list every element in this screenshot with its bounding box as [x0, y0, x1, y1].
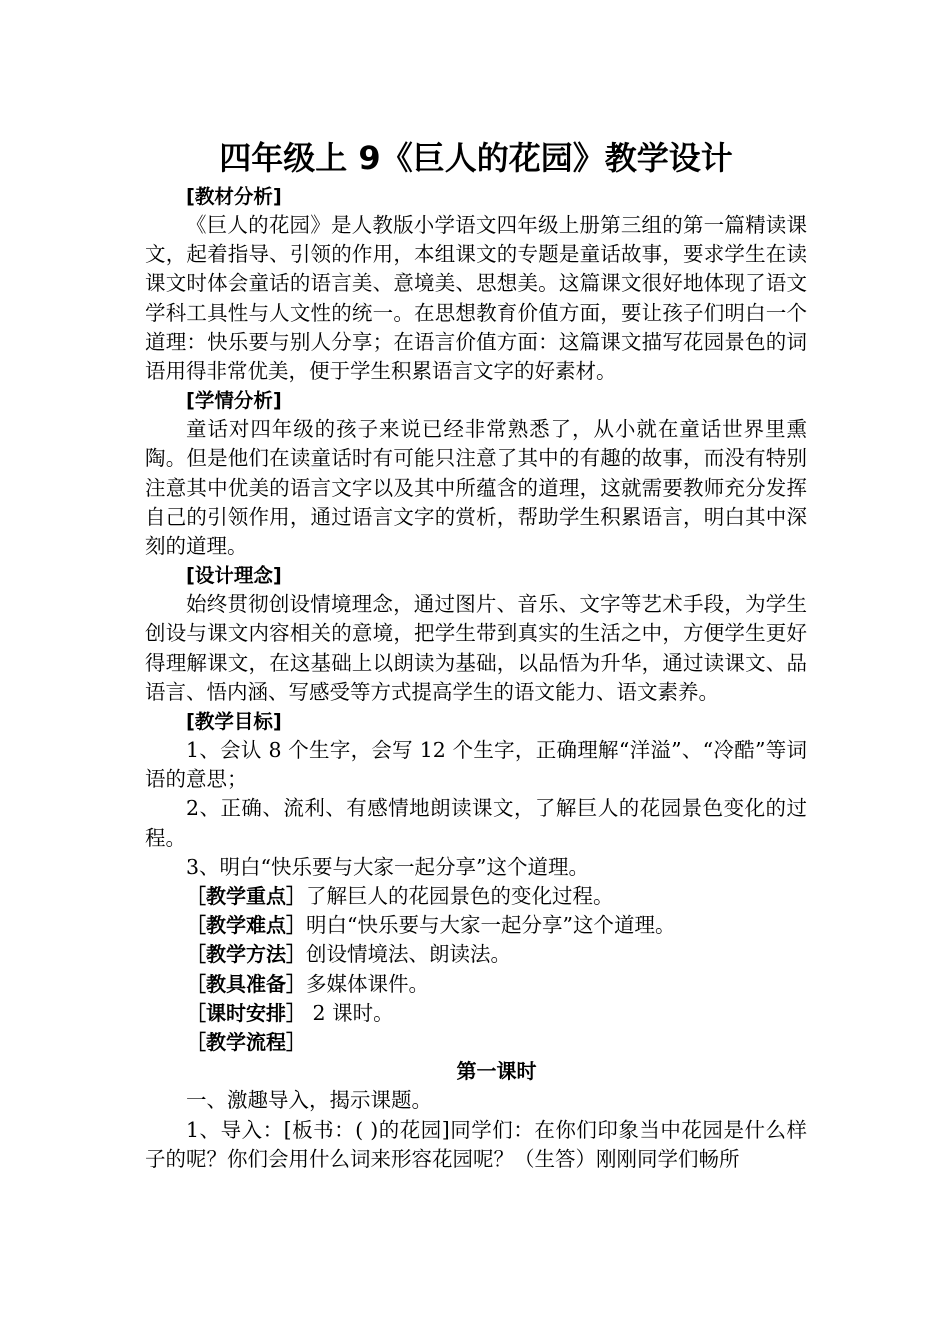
- info-label-schedule: ［课时安排］: [186, 1000, 306, 1025]
- lesson-heading: 第一课时: [456, 1059, 537, 1084]
- section-text-student-analysis: 童话对四年级的孩子来说已经非常熟悉了，从小就在童话世界里熏陶。但是他们在读童话时有可能只注意了其中的有趣的故事，而没有特别注意其中优美的语言文字以及其中所蕴含的道理，这就需要教师充分发挥自己的引领作用，通过语言文字的赏析，帮助学生积累语言，明白其中深刻的道理。: [145, 417, 807, 559]
- info-row-difficulty: [145, 911, 807, 940]
- section-heading-design-concept: [设计理念]: [186, 564, 282, 588]
- section-text-design-concept: 始终贯彻创设情境理念，通过图片、音乐、文字等艺术手段，为学生创设与课文内容相关的意境，把学生带到真实的生活之中，方便学生更好得理解课文，在这基础上以朗读为基础，以品悟为升华，通过读课文、品语言、悟内涵、写感受等方式提高学生的语文能力、语文素养。: [145, 592, 807, 704]
- info-row-focus: [145, 882, 807, 911]
- section-text-textbook-analysis: 《巨人的花园》是人教版小学语文四年级上册第三组的第一篇精读课文，起着指导、引领的作用，本组课文的专题是童话故事，要求学生在读课文时体会童话的语言美、意境美、思想美。这篇课文很好地体现了语文学科工具性与人文性的统一。在思想教育价值方面，要让孩子们明白一个道理：快乐要与别人分享；在语言价值方面：这篇课文描写花园景色的词语用得非常优美，便于学生积累语言文字的好素材。: [145, 213, 807, 384]
- info-row-method: [145, 940, 807, 969]
- document-page: [145, 138, 807, 1174]
- info-row-process: [145, 1028, 807, 1057]
- teaching-goal-2: 2、正确、流利、有感情地朗读课文，了解巨人的花园景色变化的过程。: [145, 796, 807, 850]
- section-heading-textbook-analysis: [教材分析]: [186, 185, 282, 208]
- info-value-schedule: 2 课时。: [306, 1000, 394, 1025]
- info-row-tools: [145, 970, 807, 999]
- teaching-goal-1: 1、会认 8 个生字，会写 12 个生字，正确理解“洋溢”、“冷酷”等词语的意思；: [145, 738, 807, 792]
- info-row-schedule: [145, 999, 807, 1028]
- info-value-focus: 了解巨人的花园景色的变化过程。: [306, 884, 614, 909]
- info-label-focus: ［教学重点］: [186, 884, 306, 909]
- info-label-method: ［教学方法］: [186, 942, 306, 967]
- info-label-difficulty: ［教学难点］: [186, 913, 306, 938]
- info-value-difficulty: 明白“快乐要与大家一起分享”这个道理。: [306, 913, 676, 938]
- info-label-process: ［教学流程］: [186, 1030, 306, 1055]
- teaching-goal-3: 3、明白“快乐要与大家一起分享”这个道理。: [186, 854, 590, 879]
- document-title: 四年级上 9《巨人的花园》教学设计: [219, 139, 733, 177]
- lesson-step-1-1: 1、导入：[板书：( )的花园]同学们：在你们印象当中花园是什么样子的呢？你们会用什么词来形容花园呢？（生答）刚刚同学们畅所: [145, 1117, 807, 1171]
- section-heading-student-analysis: [学情分析]: [186, 389, 282, 413]
- info-value-method: 创设情境法、朗读法。: [306, 942, 511, 967]
- section-heading-teaching-goals: [教学目标]: [186, 710, 282, 734]
- info-value-tools: 多媒体课件。: [306, 971, 429, 996]
- lesson-step-1: 一、激趣导入，揭示课题。: [186, 1088, 432, 1113]
- info-label-tools: ［教具准备］: [186, 971, 306, 996]
